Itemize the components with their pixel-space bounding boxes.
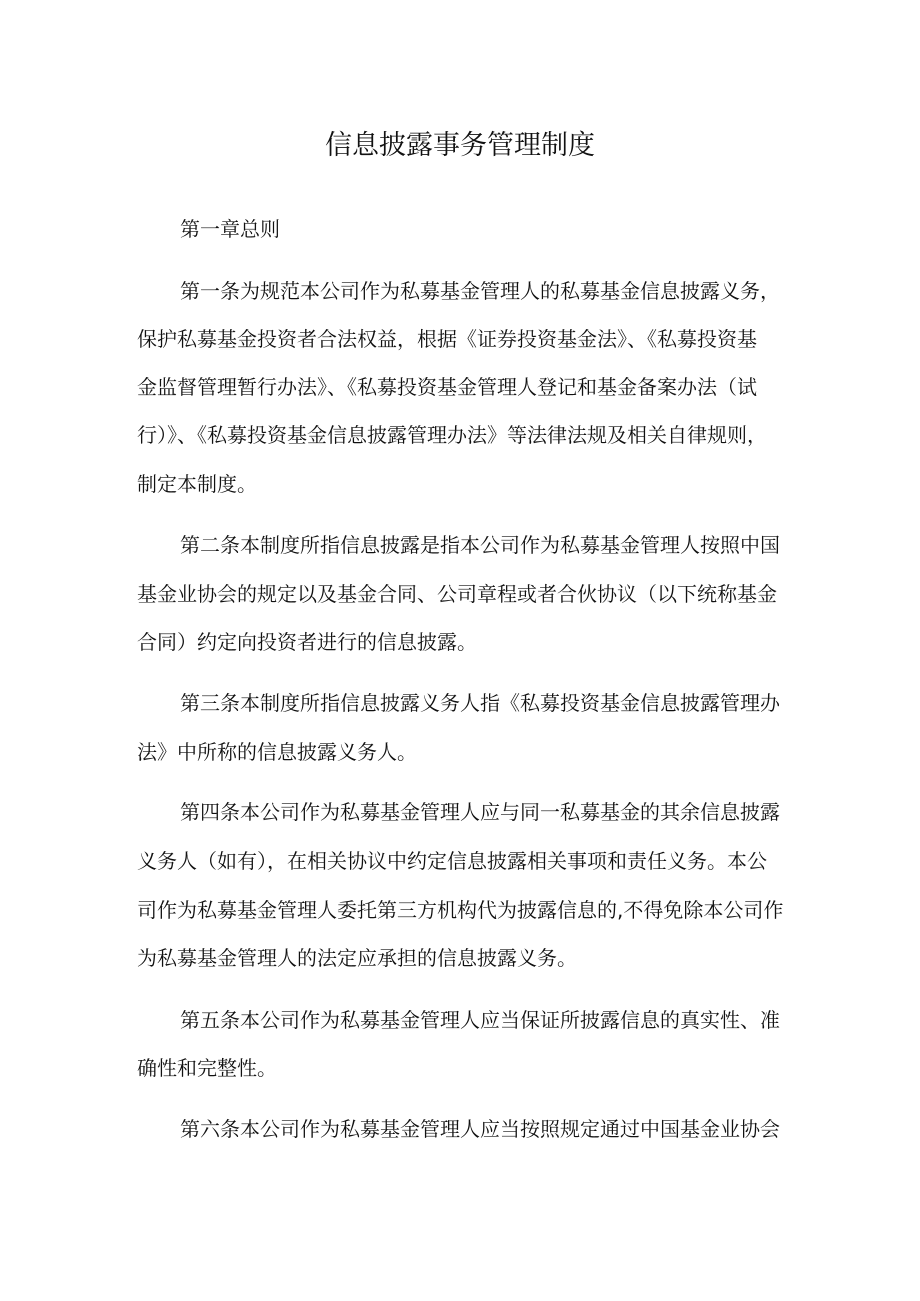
chapter-heading: 第一章总则 bbox=[180, 217, 280, 241]
article-3-line-2: 法》中所称的信息披露义务人。 bbox=[137, 740, 417, 764]
article-4-line-3: 司作为私募基金管理人委托第三方机构代为披露信息的,不得免除本公司作 bbox=[137, 898, 784, 922]
article-4-line-2: 义务人（如有），在相关协议中约定信息披露相关事项和责任义务。本公 bbox=[137, 849, 767, 873]
article-5-line-2: 确性和完整性。 bbox=[137, 1056, 277, 1080]
document-title: 信息披露事务管理制度 bbox=[325, 130, 595, 161]
article-2-line-2: 基金业协会的规定以及基金合同、公司章程或者合伙协议（以下统称基金 bbox=[137, 582, 777, 606]
article-1-line-5: 制定本制度。 bbox=[137, 472, 257, 496]
article-1-line-3: 金监督管理暂行办法》、《私募投资基金管理人登记和基金备案办法（试 bbox=[137, 375, 757, 399]
article-1-line-2: 保护私募基金投资者合法权益，根据《证券投资基金法》、《私募投资基 bbox=[137, 327, 757, 351]
article-1-line-4: 行）》、《私募投资基金信息披露管理办法》等法律法规及相关自律规则， bbox=[137, 423, 767, 447]
article-6-line-1: 第六条本公司作为私募基金管理人应当按照规定通过中国基金业协会 bbox=[180, 1117, 780, 1141]
article-1-line-1: 第一条为规范本公司作为私募基金管理人的私募基金信息披露义务， bbox=[180, 279, 780, 303]
article-2-line-3: 合同）约定向投资者进行的信息披露。 bbox=[137, 630, 477, 654]
article-4-line-1: 第四条本公司作为私募基金管理人应与同一私募基金的其余信息披露 bbox=[180, 800, 780, 824]
article-2-line-1: 第二条本制度所指信息披露是指本公司作为私募基金管理人按照中国 bbox=[180, 533, 780, 557]
article-5-line-1: 第五条本公司作为私募基金管理人应当保证所披露信息的真实性、准 bbox=[180, 1008, 780, 1032]
article-3-line-1: 第三条本制度所指信息披露义务人指《私募投资基金信息披露管理办 bbox=[180, 691, 780, 715]
article-4-line-4: 为私募基金管理人的法定应承担的信息披露义务。 bbox=[137, 946, 577, 970]
